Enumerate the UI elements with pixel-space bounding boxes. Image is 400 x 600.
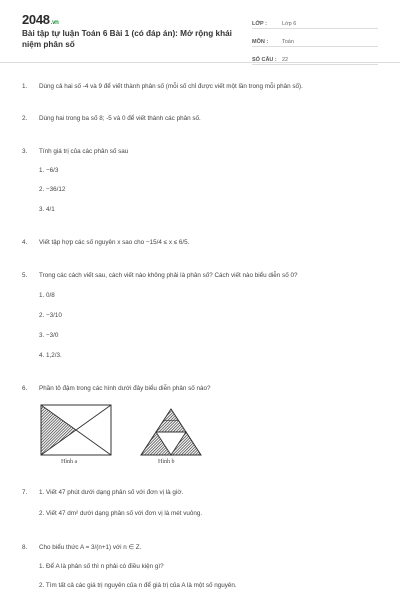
sub-question: 2. Tìm tất cả các giá trị nguyên của n để giá trị của A là một số nguyên. <box>39 582 237 589</box>
page-title: Bài tập tự luận Toán 6 Bài 1 (có đáp án): Mở rộng khái niệm phân số <box>22 29 232 49</box>
site-logo[interactable] <box>22 12 59 27</box>
question-number: 1. <box>22 83 28 90</box>
question-text: Dùng cả hai số -4 và 9 để viết thành phân số (mỗi số chỉ được viết một lần trong mỗi phân số). <box>39 83 303 90</box>
meta-label: SỐ CÂU : <box>252 57 277 63</box>
meta-label: MÔN : <box>252 39 269 45</box>
answer-option: 1. −6/3 <box>39 167 59 174</box>
logo-ext: .vn <box>50 20 59 26</box>
figure-a <box>40 404 112 456</box>
meta-row-count <box>252 50 378 65</box>
question-text: Tính giá trị của các phân số sau <box>39 148 129 155</box>
question-number: 4. <box>22 239 28 246</box>
question-number: 2. <box>22 115 28 122</box>
meta-value: 22 <box>282 57 289 63</box>
answer-option: 2. −3/10 <box>39 312 62 319</box>
figure-b-caption: Hình b <box>158 459 175 465</box>
question-number: 8. <box>22 544 28 551</box>
answer-option: 3. 4/1 <box>39 206 55 213</box>
answer-option: 3. −3/0 <box>39 332 59 339</box>
figure-b <box>140 408 202 456</box>
meta-value: Lớp 6 <box>282 21 297 27</box>
question-number: 6. <box>22 385 28 392</box>
question-text: Trong các cách viết sau, cách viết nào không phải là phân số? Cách viết nào biểu diễn số 0? <box>39 272 298 279</box>
question-text: Dùng hai trong ba số 8; -5 và 0 để viết thành các phân số. <box>39 115 201 122</box>
answer-option: 4. 1,2/3. <box>39 352 62 359</box>
shaded-triangle <box>41 405 76 455</box>
logo-text: 2048 <box>22 12 50 27</box>
question-text: Viết tập hợp các số nguyên x sao cho −15/4 ≤ x ≤ 6/5. <box>39 239 190 246</box>
sub-question: 1. Để A là phân số thì n phải có điều kiện gì? <box>39 563 164 570</box>
question-text: Cho biểu thức A = 3/(n+1) với n ∈ Z. <box>39 544 142 551</box>
sub-question: 2. Viết 47 dm² dưới dạng phân số với đơn vị là mét vuông. <box>39 510 203 517</box>
question-number: 7. <box>22 489 28 496</box>
meta-row-subject <box>252 32 378 47</box>
meta-value: Toán <box>282 39 294 45</box>
meta-label: LỚP : <box>252 21 267 27</box>
question-text: 1. Viết 47 phút dưới dạng phân số với đơn vị là giờ. <box>39 489 184 496</box>
page-header <box>0 0 400 63</box>
answer-option: 2. −36/12 <box>39 186 66 193</box>
meta-row-class <box>252 14 378 29</box>
figure-a-caption: Hình a <box>61 459 78 465</box>
answer-option: 1. 0/8 <box>39 292 55 299</box>
meta-panel <box>252 14 378 68</box>
question-text: Phần tô đậm trong các hình dưới đây biểu diễn phân số nào? <box>39 385 211 392</box>
question-number: 5. <box>22 272 28 279</box>
question-number: 3. <box>22 148 28 155</box>
